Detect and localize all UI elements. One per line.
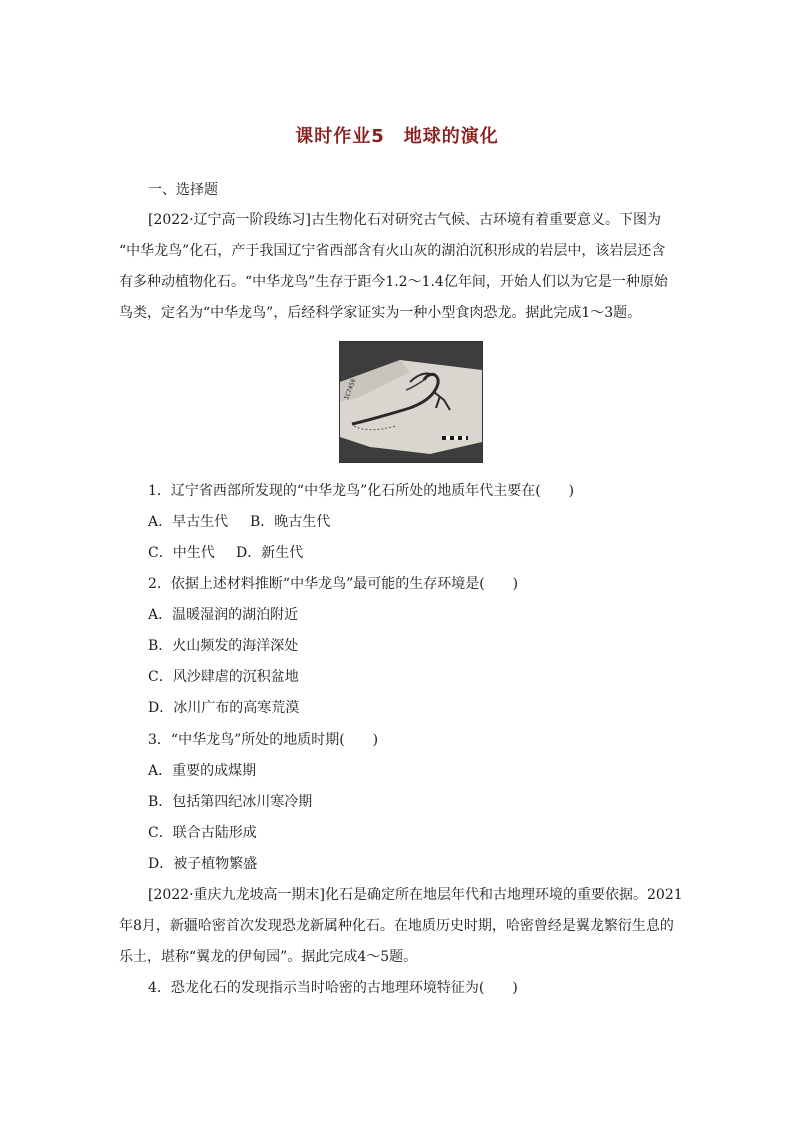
passage1-line-2: “中华龙鸟”化石，产于我国辽宁省西部含有火山灰的湖泊沉积形成的岩层中，该岩层还含 xyxy=(119,243,666,259)
passage1-line-3: 有多种动植物化石。“中华龙鸟”生存于距今1.2～1.4亿年间，开始人们以为它是一种原始 xyxy=(119,274,668,290)
fossil-illustration xyxy=(340,342,482,462)
fossil-specimen-label: IC7456 xyxy=(343,377,358,401)
question-3-option-c[interactable]: C．联合古陆形成 xyxy=(148,825,257,841)
passage2-line-1: [2022·重庆九龙坡高一期末]化石是确定所在地层年代和古地理环境的重要依据。2021 xyxy=(148,887,683,903)
question-2-option-a[interactable]: A．温暖湿润的湖泊附近 xyxy=(148,607,299,623)
question-3-option-a[interactable]: A．重要的成煤期 xyxy=(148,763,257,779)
question-3-option-d[interactable]: D．被子植物繁盛 xyxy=(148,856,258,872)
question-3-option-b[interactable]: B．包括第四纪冰川寒冷期 xyxy=(148,794,313,810)
question-1-option-a[interactable]: A．早古生代 xyxy=(148,514,229,530)
question-2-option-c[interactable]: C．风沙肆虐的沉积盆地 xyxy=(148,669,299,685)
passage2-line-3: 乐土，堪称“翼龙的伊甸园”。据此完成4～5题。 xyxy=(119,949,418,965)
passage1-line-1: [2022·辽宁高一阶段练习]古生物化石对研究古气候、古环境有着重要意义。下图为 xyxy=(148,212,662,228)
question-1-stem: 1．辽宁省西部所发现的“中华龙鸟”化石所处的地质年代主要在( ) xyxy=(148,483,575,499)
fossil-image xyxy=(339,341,483,463)
passage2-line-2: 年8月，新疆哈密首次发现恐龙新属种化石。在地质历史时期，哈密曾经是翼龙繁衍生息的 xyxy=(119,918,674,934)
question-1-option-c[interactable]: C．中生代 xyxy=(148,545,215,561)
question-4-stem: 4．恐龙化石的发现指示当时哈密的古地理环境特征为( ) xyxy=(148,980,518,996)
question-3-stem: 3．“中华龙鸟”所处的地质时期( ) xyxy=(148,732,379,748)
question-1-option-d[interactable]: D．新生代 xyxy=(236,545,304,561)
section-heading: 一、选择题 xyxy=(148,182,218,198)
page-title: 课时作业5 地球的演化 xyxy=(295,126,499,147)
question-1-option-b[interactable]: B．晚古生代 xyxy=(250,514,331,530)
question-2-option-b[interactable]: B．火山频发的海洋深处 xyxy=(148,638,299,654)
question-2-stem: 2．依据上述材料推断“中华龙鸟”最可能的生存环境是( ) xyxy=(148,576,519,592)
question-2-option-d[interactable]: D．冰川广布的高寒荒漠 xyxy=(148,700,300,716)
passage1-line-4: 鸟类，定名为“中华龙鸟”，后经科学家证实为一种小型食肉恐龙。据此完成1～3题。 xyxy=(119,305,642,321)
